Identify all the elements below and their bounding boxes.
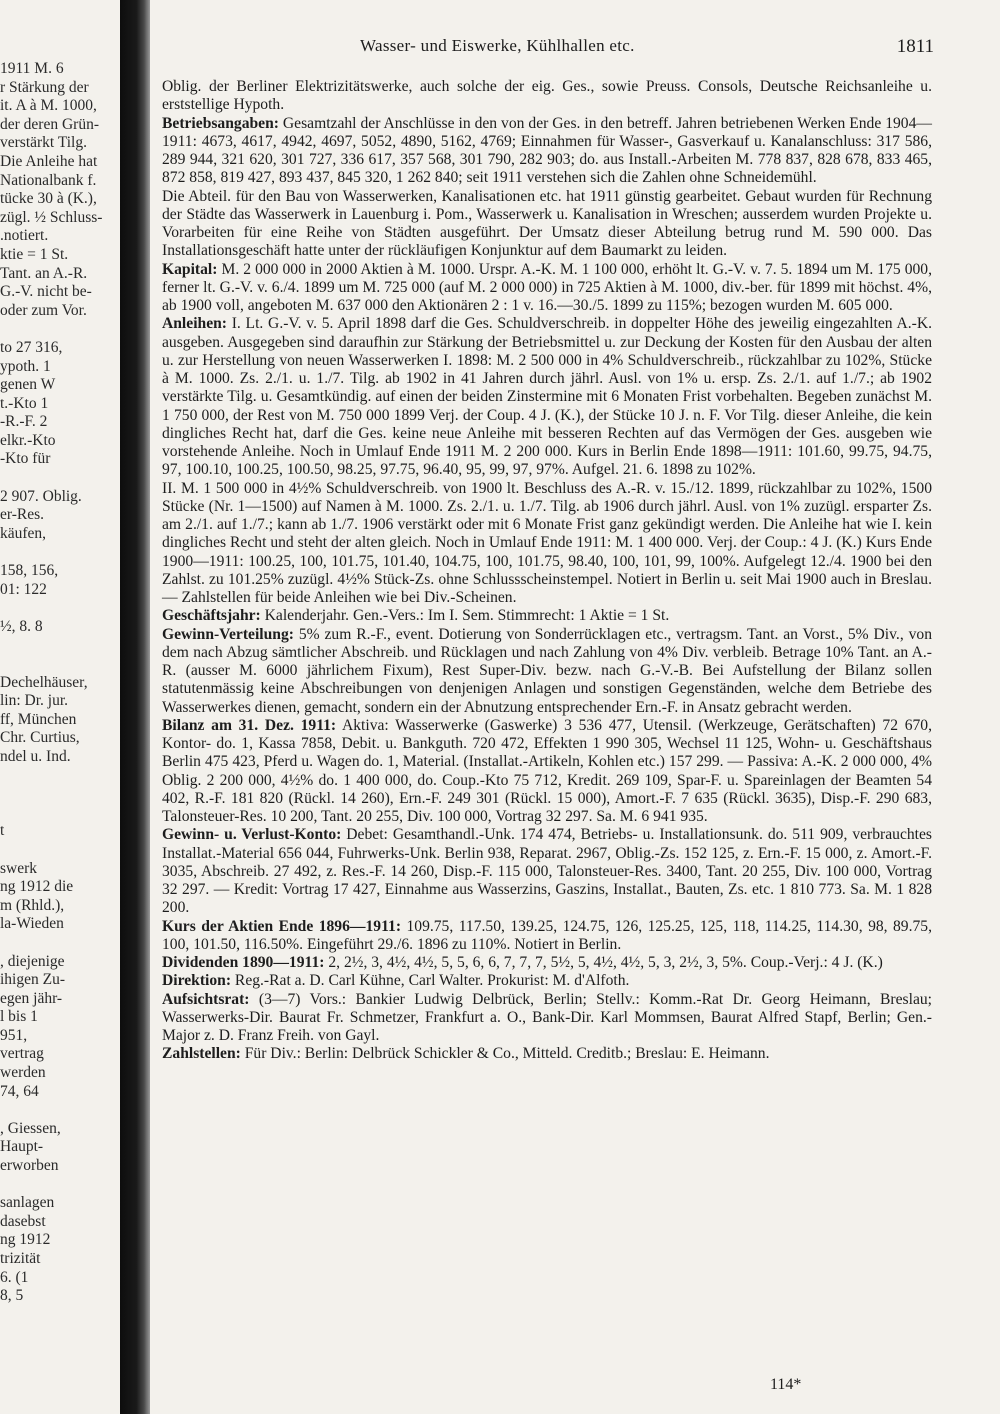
fragment-line: 951,: [0, 1026, 28, 1044]
fragment-line: tücke 30 à (K.),: [0, 190, 97, 208]
fragment-line: 8, 5: [0, 1287, 24, 1305]
paragraph-geschaeftsjahr: Geschäftsjahr: Kalenderjahr. Gen.-Vers.: Im I. Sem. Stimmrecht: 1 Aktie = 1 St.: [162, 607, 670, 625]
fragment-line: Tant. an A.-R.: [0, 264, 88, 282]
paragraph-anleihen-ii: II. M. 1 500 000 in 4½% Schuldverschreib. von 1900 lt. Beschluss des A.-R. v. 15./12. 1899, rückzahlbar zu 102%, 1500 Stücke (Nr. 1—1500) auf Namen à M. 1000. Zs. 2./1. u. 1./7. Tilg. ab 1906 durch jährl. Ausl. von 1% zuzügl. ersparter Zs. am 2./1. auf 1./7.; kann ab 1./7. 1906 verstärkt oder mit 6 Monate Frist ganz gekündigt werden. Die Anleihe hat wie I. kein dingliches Recht und steht der alten gleich. Noch in Umlauf Ende 1911: M. 1 400 000. Verj. der Coup.: 4 J. (K.) Kurs Ende 1900—1911: 100.25, 100, 101.75, 101.40, 104.75, 100, 101.75, 98.40, 100, 101, 99, 100%. Aufgelegt 12./4. 1900 bei den Zahlst. zu 101.25% zuzügl. 4½% Stück-Zs. ohne Schlussscheinstempel. Notiert in Berlin u. seit Mai 1900 auch in Breslau. — Zahlstellen für beide Anleihen wie bei Div.-Scheinen.: [162, 479, 932, 606]
fragment-line: [0, 320, 122, 339]
fragment-line: lin: Dr. jur.: [0, 692, 69, 710]
fragment-line: , Giessen,: [0, 1119, 61, 1137]
article-body: [162, 78, 932, 1064]
fragment-line: [0, 655, 122, 674]
fragment-line: der deren Grün-: [0, 115, 99, 133]
fragment-line: [0, 934, 122, 953]
fragment-line: [0, 543, 122, 562]
fragment-line: zügl. ½ Schluss-: [0, 208, 103, 226]
paragraph-kapital: Kapital: M. 2 000 000 in 2000 Aktien à M. 1000. Urspr. A.-K. M. 1 100 000, erhöht lt. G.-V. v. 7. 5. 1894 um M. 175 000, ferner lt. G.-V. v. 6./4. 1899 um M. 725 000 (auf M. 2 000 000) in 725 Aktien à M. 1000, div.-ber. für 1899 mit höchst. 4%, ab 1900 voll, angeboten M. 637 000 den Aktionären 2 : 1 v. 16.—30./5. 1899 zu 115%; bezogen wurden M. 605 000.: [162, 260, 932, 314]
fragment-line: oder zum Vor.: [0, 301, 87, 319]
fragment-line: genen W: [0, 376, 56, 394]
fragment-line: 01: 122: [0, 580, 47, 598]
paragraph-gewinn-verlust: Gewinn- u. Verlust-Konto: Debet: Gesamthandl.-Unk. 174 474, Betriebs- u. Installationsunk. do. 511 909, verbrauchtes Installat.-Material 656 044, Fuhrwerks-Unk. Berlin 938, Reparat. 2967, Oblig.-Zs. 152 125, z. Ern.-F. 15 000, z. Amort.-F. 3035, Abschreib. 27 492, z. Res.-F. 14 260, Disp.-F. 115 000, Talonsteuer-Res. 3400, Tant. 20 255, Div. 100 000, Vortrag 32 297. — Kredit: Vortrag 17 427, Einnahme aus Wasserzins, Gaszins, Installat., Bauten, Zs. etc. 1 810 773. Sa. M. 1 828 200.: [162, 826, 932, 917]
fragment-line: Haupt-: [0, 1138, 44, 1156]
page-fold-shadow: [120, 0, 150, 1414]
paragraph-anleihen-i: Anleihen: I. Lt. G.-V. v. 5. April 1898 darf die Ges. Schuldverschreib. in doppelter Höhe des jeweilig eingezahlten A.-K. ausgeben. Ausgegeben sind daraufhin zur Stärkung der Betriebsmittel u. zur Deckung der Kosten für den Ausbau der alten u. zur Herstellung von neuen Wasserwerken I. 1898: M. 2 500 000 in 4% Schuldverschreib., rückzahlbar zu 102%, Stücke à M. 1000. Zs. 2./1. u. 1./7. Tilg. ab 1902 in 41 Jahren durch jährl. Ausl. von 1% u. ersp. Zs. 2./1. auf 1./7.; ab 1902 verstärkte Tilg. u. Gesamtkündig. auf einen der beiden Zinstermine mit 6 Monaten Frist vorbehalten. Begeben zunächst M. 1 750 000, der Rest von M. 750 000 1899 Verj. der Coup. 4 J. (K.), der Stücke 10 J. n. F. Vor Tilg. dieser Anleihe, die kein dingliches Recht hat, darf die Ges. keine neue Anleihe mit besseren Rechten auf das Vermögen der Ges. ausgeben wie vorstehende Anleihe. Noch in Umlauf Ende 1911 M. 2 200 000. Kurs in Berlin Ende 1898—1911: 101.60, 99.75, 94.75, 97, 100.10, 100.25, 100.50, 98.25, 97.75, 96.40, 95, 99, 97, 97%. Aufgel. 21. 6. 1898 zu 102%.: [162, 315, 932, 479]
fragment-line: .notiert.: [0, 227, 49, 245]
fragment-line: G.-V. nicht be-: [0, 283, 92, 301]
previous-page-fragment-column: [0, 60, 122, 1306]
fragment-line: 2 907. Oblig.: [0, 487, 82, 505]
fragment-line: dasebst: [0, 1212, 46, 1230]
fragment-line: 74, 64: [0, 1082, 39, 1100]
fragment-line: sanlagen: [0, 1194, 55, 1212]
fragment-line: 1911 M. 6: [0, 60, 64, 77]
fragment-line: t.-Kto 1: [0, 394, 49, 412]
paragraph-dividenden: Dividenden 1890—1911: 2, 2½, 3, 4½, 4½, 5, 5, 6, 6, 7, 7, 7, 5½, 5, 4½, 4½, 5, 3, 2½, 3, 5%. Coup.-Verj.: 4 J. (K.): [162, 954, 883, 971]
fragment-line: , diejenige: [0, 952, 65, 970]
fragment-line: er-Res.: [0, 506, 45, 524]
paragraph-zahlstellen: Zahlstellen: Für Div.: Berlin: Delbrück Schickler & Co., Mitteld. Creditb.; Breslau: E. Heimann.: [162, 1045, 770, 1063]
fragment-line: -Kto für: [0, 450, 51, 468]
paragraph-aufsichtsrat: Aufsichtsrat: (3—7) Vors.: Bankier Ludwig Delbrück, Berlin; Stellv.: Komm.-Rat Dr. Georg Heimann, Breslau; Wasserwerks-Dir. Baurat Fr. Schmetzer, Frankfurt a. O., Bank-Dir. Karl Mommsen, Baurat Alfred Stapf, Berlin; Gen.-Major z. D. Franz Freih. von Gayl.: [162, 990, 932, 1044]
fragment-line: [0, 804, 122, 823]
fragment-line: ktie = 1 St.: [0, 245, 69, 263]
fragment-line: r Stärkung der: [0, 78, 89, 96]
paragraph-direktion: Direktion: Reg.-Rat a. D. Carl Kühne, Carl Walter. Prokurist: M. d'Alfoth.: [162, 972, 630, 990]
fragment-line: ng 1912: [0, 1231, 51, 1249]
fragment-line: t: [0, 822, 5, 840]
fragment-line: [0, 767, 122, 786]
fragment-line: 158, 156,: [0, 562, 59, 580]
fragment-line: l bis 1: [0, 1008, 38, 1026]
fragment-line: ypoth. 1: [0, 357, 51, 375]
fragment-line: werden: [0, 1064, 46, 1082]
fragment-line: Nationalbank f.: [0, 171, 97, 189]
page-header: [150, 36, 940, 60]
fragment-line: ½, 8. 8: [0, 617, 43, 635]
paragraph-kurs: Kurs der Aktien Ende 1896—1911: 109.75, 117.50, 139.25, 124.75, 126, 125.25, 125, 118, 114.25, 114.30, 98, 89.75, 100, 101.50, 116.50%. Eingeführt 29./6. 1896 zu 110%. Notiert in Berlin.: [162, 917, 932, 953]
fragment-line: -R.-F. 2: [0, 413, 48, 431]
running-title: Wasser- und Eiswerke, Kühlhallen etc.: [360, 36, 635, 55]
fragment-line: erworben: [0, 1157, 59, 1175]
fragment-line: ff, München: [0, 710, 77, 728]
fragment-line: [0, 469, 122, 488]
paragraph-bilanz: Bilanz am 31. Dez. 1911: Aktiva: Wasserwerke (Gaswerke) 3 536 477, Utensil. (Werkzeuge, Gerätschaften) 72 670, Kontor- do. 1, Kassa 7858, Debit. u. Bankguth. 720 472, Effekten 1 990 305, Wechsel 11 125, Wohn- u. Geschäftshaus Berlin 475 423, Pferd u. Wagen do. 1, Material. (Installat.-Artikeln, Kohlen etc.) 157 299. — Passiva: A.-K. 2 000 000, 4% Oblig. 2 200 000, 4½% do. 1 400 000, do. Coup.-Kto 75 712, Kredit. 269 109, Spar-F. u. Spareinlagen der Beamten 54 402, R.-F. 181 820 (Rückl. 14 260), Ern.-F. 249 301 (Rückl. 15 000), Amort.-F. 7 635 (Rückl. 3635), Disp.-F. 290 683, Talonsteuer-Res. 10 200, Tant. 20 255, Div. 100 000, Vortrag 32 297. Sa. M. 6 941 935.: [162, 716, 932, 825]
fragment-line: elkr.-Kto: [0, 431, 56, 449]
fragment-line: [0, 636, 122, 655]
fragment-line: verstärkt Tilg.: [0, 134, 87, 152]
fragment-line: 6. (1: [0, 1268, 29, 1286]
fragment-line: käufen,: [0, 524, 47, 542]
fragment-line: ndel u. Ind.: [0, 747, 71, 765]
page-number: 1811: [896, 36, 934, 57]
fragment-line: Chr. Curtius,: [0, 729, 80, 747]
paragraph-oblig: Oblig. der Berliner Elektrizitätswerke, auch solche der eig. Ges., sowie Preuss. Consols, Deutsche Reichsanleihe u. erststellige Hypoth.: [162, 78, 932, 114]
signature-mark: 114*: [770, 1376, 802, 1393]
fragment-line: swerk: [0, 859, 38, 877]
fragment-line: [0, 599, 122, 618]
fragment-line: [0, 1176, 122, 1195]
fragment-line: [0, 841, 122, 860]
paragraph-gewinn-verteilung: Gewinn-Verteilung: 5% zum R.-F., event. Dotierung von Sonderrücklagen etc., vertragsm. Tant. an Vorst., 5% Div., von dem nach Abzug sämtlicher Abschreib. und Rücklagen und nach Zahlung von 4% Div. verbleib. Betrage 10% Tant. an A.-R. (ausser M. 6000 jährlichem Fixum), Rest Super-Div. bezw. nach G.-V.-B. Bei Aufstellung der Bilanz sollen statutenmässig keine Abschreibungen von denjenigen Anlagen und sonstigen Gegenständen, welche dem Betriebe des Wasserwerkes dienen, gemacht, sondern ein der Abnutzung entsprechender Ern.-F. in Ansatz gebracht werden.: [162, 625, 932, 716]
fragment-line: vertrag: [0, 1045, 44, 1063]
fragment-line: it. A à M. 1000,: [0, 97, 97, 115]
fragment-line: ng 1912 die: [0, 878, 74, 896]
fragment-line: Die Anleihe hat: [0, 152, 98, 170]
fragment-line: to 27 316,: [0, 338, 63, 356]
fragment-line: la-Wieden: [0, 915, 64, 933]
fragment-line: egen jähr-: [0, 989, 63, 1007]
paragraph-abteilung: Die Abteil. für den Bau von Wasserwerken, Kanalisationen etc. hat 1911 günstig gearbeitet. Gebaut wurden für Rechnung der Städte das Wasserwerk in Lauenburg i. Pom., Wasserwerk u. Kanalisation in Wreschen; ausserdem wurden Projekte u. Vorarbeiten für eine Reihe von Städten ausgeführt. Der Umsatz dieser Abteilung betrug rund M. 590 000. Das Installationsgeschäft hatte unter der rückläufigen Konjunktur auf dem Baumarkt zu leiden.: [162, 187, 932, 260]
fragment-line: ihigen Zu-: [0, 971, 65, 989]
fragment-line: m (Rhld.),: [0, 896, 65, 914]
fragment-line: trizität: [0, 1250, 41, 1267]
fragment-line: [0, 785, 122, 804]
paragraph-betriebsangaben: Betriebsangaben: Gesamtzahl der Anschlüsse in den von der Ges. in den betreff. Jahren betriebenen Werken Ende 1904—1911: 4673, 4617, 4942, 4697, 5052, 4890, 5162, 4769; Einnahmen für Wasser-, Gasverkauf u. Kanalanschluss: 317 586, 289 944, 321 620, 301 727, 336 617, 357 568, 301 790, 282 903; do. aus Install.-Arbeiten M. 778 837, 828 678, 833 465, 872 858, 819 427, 893 437, 845 320, 1 262 840; seit 1911 verstehen sich die Zahlen ohne Schneidemühl.: [162, 114, 932, 187]
fragment-line: [0, 1101, 122, 1120]
fragment-line: Dechelhäuser,: [0, 673, 88, 691]
